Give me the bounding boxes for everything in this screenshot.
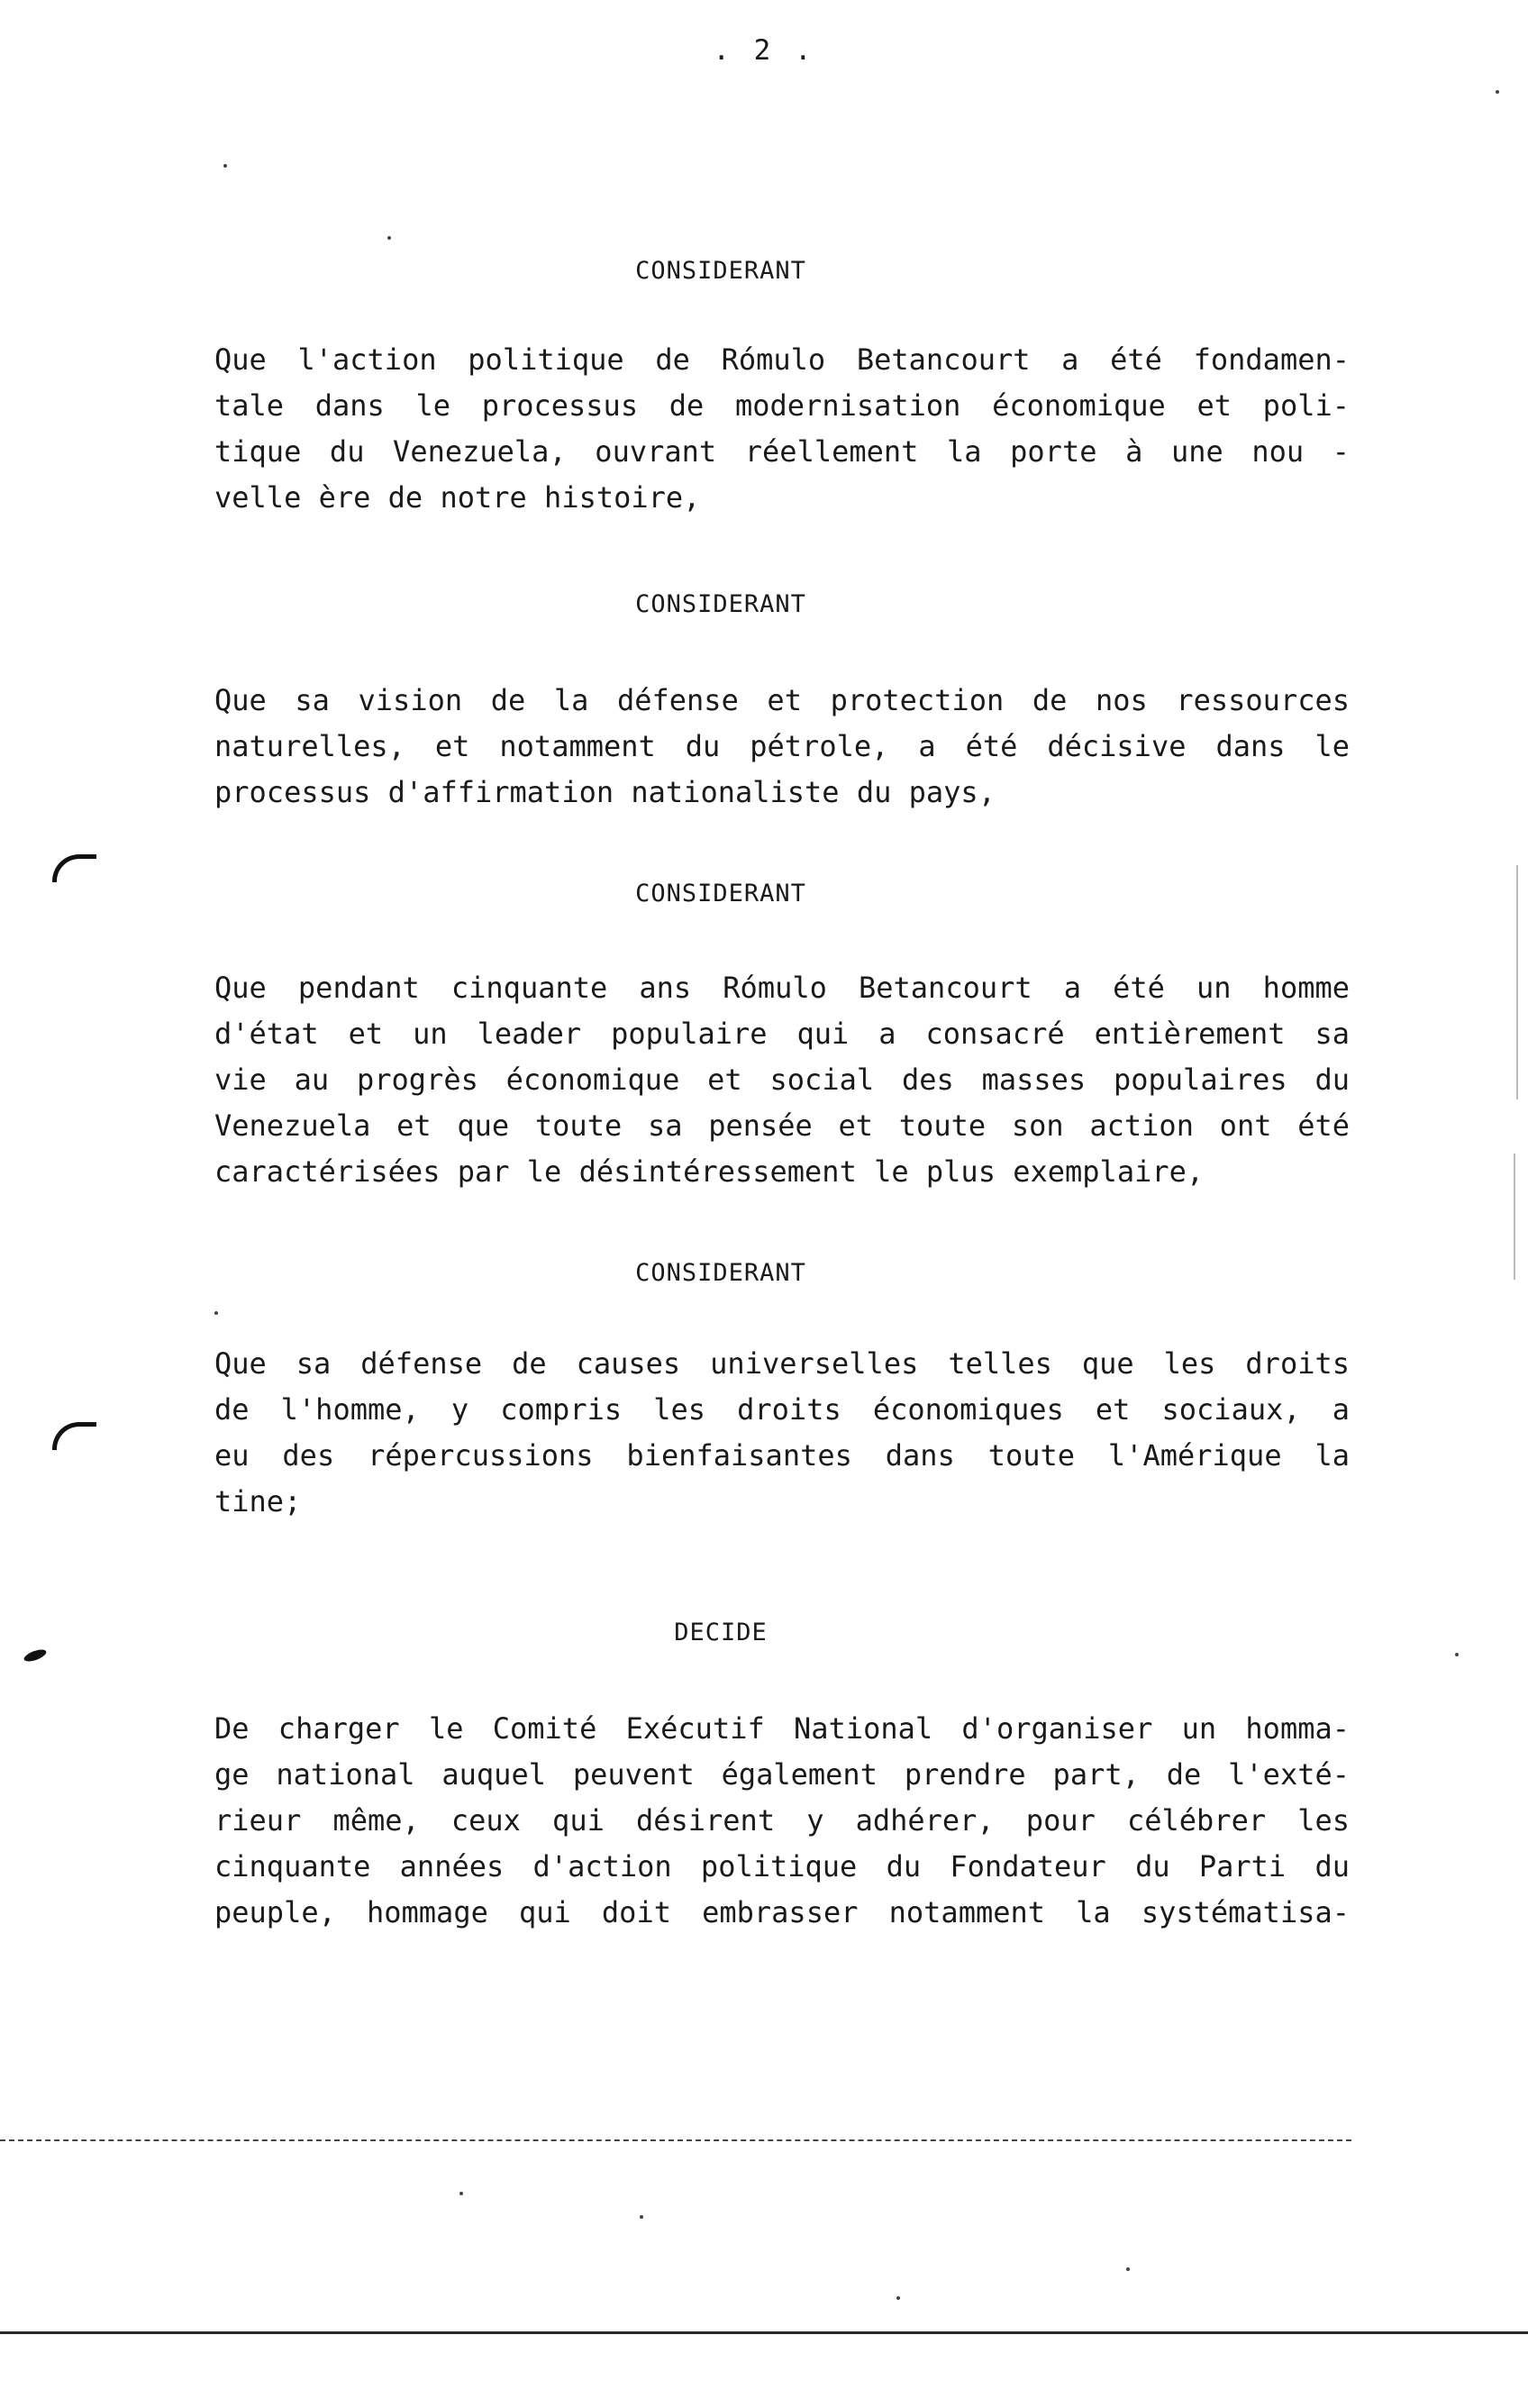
speck bbox=[459, 2192, 463, 2195]
decide-heading: DECIDE bbox=[674, 1619, 768, 1646]
punch-hole-mark bbox=[52, 854, 96, 882]
paragraph-line: Que l'action politique de Rómulo Betancourt a été fondamen- bbox=[214, 342, 1350, 377]
paragraph-line: cinquante années d'action politique du Fondateur du Parti du bbox=[214, 1849, 1350, 1884]
paragraph-line: tique du Venezuela, ouvrant réellement la porte à une nou - bbox=[214, 434, 1350, 469]
paragraph-line: Que sa défense de causes universelles telles que les droits bbox=[214, 1346, 1350, 1381]
section-heading: CONSIDERANT bbox=[635, 880, 806, 908]
paragraph-line: eu des répercussions bienfaisantes dans toute l'Amérique la bbox=[214, 1438, 1350, 1473]
section-paragraph bbox=[214, 1341, 1350, 1525]
section-paragraph bbox=[214, 678, 1350, 816]
speck bbox=[387, 236, 391, 240]
paragraph-line: processus d'affirmation nationaliste du pays, bbox=[214, 775, 996, 809]
speck bbox=[1455, 1653, 1459, 1656]
section-heading: CONSIDERANT bbox=[635, 257, 806, 285]
speck bbox=[1126, 2267, 1130, 2271]
speck bbox=[223, 164, 227, 168]
page-number: . 2 . bbox=[713, 34, 815, 67]
punch-hole-mark bbox=[52, 1422, 96, 1450]
paragraph-line: Que pendant cinquante ans Rómulo Betancourt a été un homme bbox=[214, 971, 1350, 1005]
speck bbox=[214, 1311, 218, 1315]
speck bbox=[640, 2215, 643, 2219]
paragraph-line: tale dans le processus de modernisation économique et poli- bbox=[214, 388, 1350, 423]
speck bbox=[896, 2296, 900, 2300]
section-heading: CONSIDERANT bbox=[635, 590, 806, 618]
paragraph-line: Venezuela et que toute sa pensée et toute son action ont été bbox=[214, 1108, 1350, 1143]
paragraph-line: naturelles, et notamment du pétrole, a été décisive dans le bbox=[214, 729, 1350, 763]
paragraph-line: ge national auquel peuvent également prendre part, de l'exté- bbox=[214, 1757, 1350, 1792]
paragraph-line: De charger le Comité Exécutif National d'organiser un homma- bbox=[214, 1711, 1350, 1746]
paragraph-line: rieur même, ceux qui désirent y adhérer, pour célébrer les bbox=[214, 1803, 1350, 1838]
section-heading: CONSIDERANT bbox=[635, 1259, 806, 1287]
paragraph-line: Que sa vision de la défense et protection de nos ressources bbox=[214, 683, 1350, 717]
section-paragraph bbox=[214, 965, 1350, 1195]
ink-blot bbox=[23, 1647, 48, 1664]
section-paragraph bbox=[214, 337, 1350, 521]
paragraph-line: tine; bbox=[214, 1484, 302, 1519]
paragraph-line: caractérisées par le désintéressement le plus exemplaire, bbox=[214, 1154, 1205, 1189]
paragraph-line: de l'homme, y compris les droits économiques et sociaux, a bbox=[214, 1392, 1350, 1427]
paragraph-line: vie au progrès économique et social des masses populaires du bbox=[214, 1063, 1350, 1097]
paragraph-line: velle ère de notre histoire, bbox=[214, 480, 701, 515]
bottom-rule bbox=[0, 2331, 1528, 2334]
paragraph-line: peuple, hommage qui doit embrasser notamment la systématisa- bbox=[214, 1895, 1350, 1929]
decide-paragraph bbox=[214, 1706, 1350, 1936]
margin-line bbox=[1516, 865, 1518, 1099]
speck bbox=[1496, 90, 1499, 94]
dashed-rule bbox=[0, 2139, 1351, 2141]
margin-line bbox=[1514, 1154, 1515, 1280]
paragraph-line: d'état et un leader populaire qui a consacré entièrement sa bbox=[214, 1017, 1350, 1051]
